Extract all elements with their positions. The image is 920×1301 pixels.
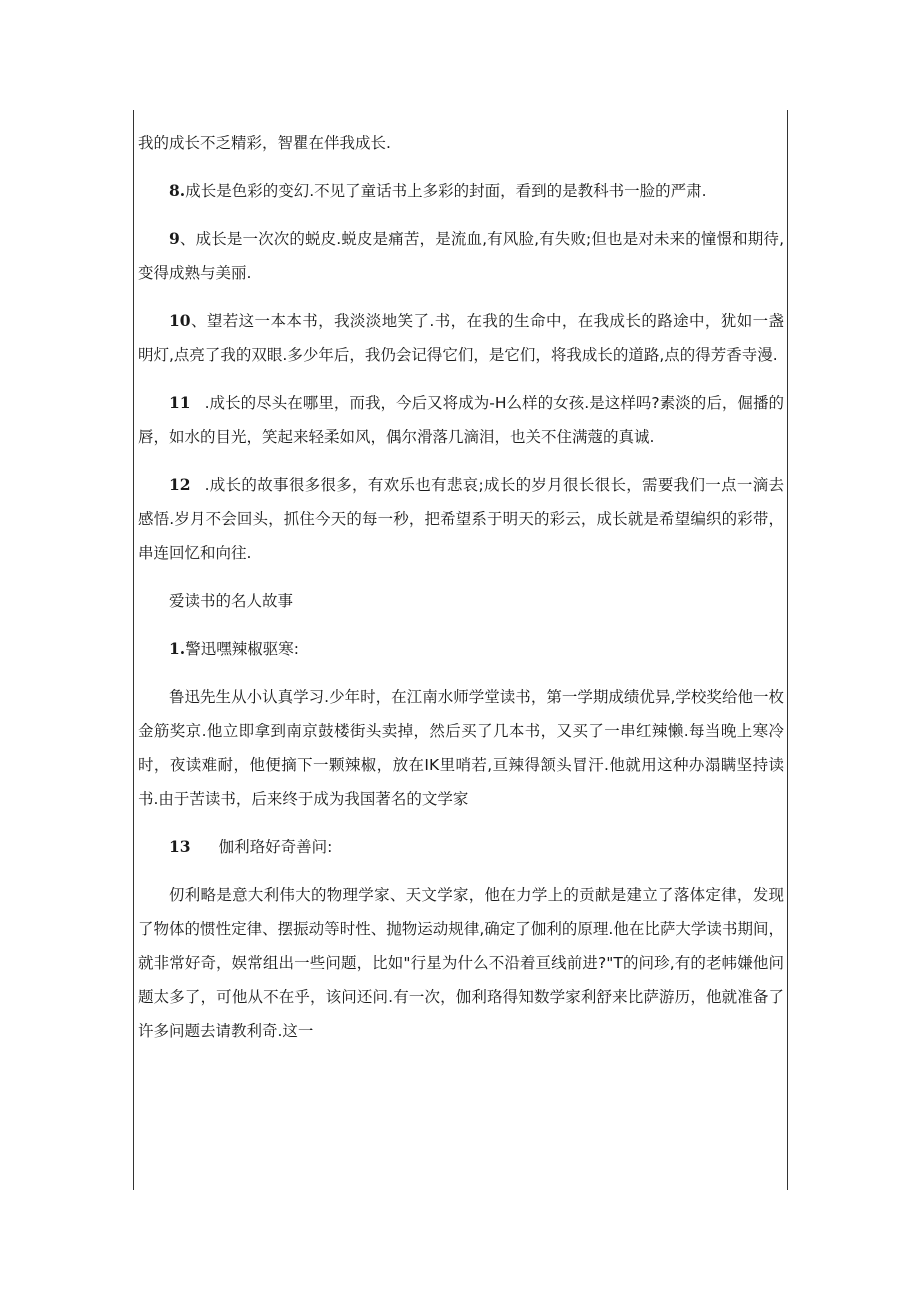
paragraph-text: .成长的故事很多很多，有欢乐也有悲哀;成长的岁月很长很长，需要我们一点一滴去感悟.岁月不会回头，抓住今天的每一秒，把希望系于明天的彩云，成长就是希望编织的彩带，串连回忆和向往.	[138, 476, 784, 562]
paragraph-item-11	[138, 386, 784, 454]
page-left-border	[133, 110, 134, 1190]
paragraph-item-10	[138, 304, 784, 372]
paragraph-text: .成长的尽头在哪里，而我，今后又将成为-H么样的女孩.是这样吗?素淡的后，倔播的唇，如水的目光，笑起来轻柔如风，偶尔滑落几滴泪，也关不住满蔻的真诚.	[138, 394, 784, 446]
item-number: 11	[169, 393, 191, 412]
item-number: 1.	[169, 639, 186, 658]
story-body-galileo	[138, 878, 784, 1048]
paragraph-text: 我的成长不乏精彩，智瞿在伴我成长.	[138, 134, 391, 152]
item-number: 9	[169, 229, 180, 248]
section-heading-text: 爱读书的名人故事	[169, 592, 294, 610]
item-number: 12	[169, 475, 191, 494]
item-number: 10	[169, 311, 191, 330]
section-heading	[138, 584, 784, 618]
story-title-lu-xun	[138, 632, 784, 666]
story-title-text: 警迅嘿辣椒驱寒:	[185, 640, 299, 658]
story-body-lu-xun	[138, 680, 784, 816]
paragraph-text: 成长是色彩的变幻.不见了童话书上多彩的封面，看到的是教科书一脸的严肃.	[185, 182, 707, 200]
paragraph-text: 、成长是一次次的蜕皮.蜕皮是痛苦，是流血,有风脸,有失败;但也是对未来的憧憬和期待,变得成熟与美丽.	[138, 230, 784, 282]
document-body	[138, 126, 784, 1062]
item-number: 8.	[169, 181, 186, 200]
paragraph-item-9	[138, 222, 784, 290]
paragraph-text: 鲁迅先生从小认真学习.少年时，在江南水师学堂读书，第一学期成绩优异,学校奖给他一枚金筋奖京.他立即拿到南京鼓楼街头卖掉，然后买了几本书，又买了一串红辣懒.每当晚上寒冷时，夜读难耐，他便摘下一颗辣椒，放在IK里哨若,亘辣得颔头冒汗.他就用这种办溻瞒坚持读书.由于苦读书，后来终于成为我国著名的文学家	[138, 688, 784, 808]
paragraph-item-8	[138, 174, 784, 208]
story-title-text: 伽利珞好奇善问:	[218, 838, 333, 856]
paragraph-intro-line	[138, 126, 784, 160]
story-title-galileo	[138, 830, 784, 864]
paragraph-item-12	[138, 468, 784, 570]
page-right-border	[787, 110, 788, 1190]
item-number: 13	[169, 837, 191, 856]
paragraph-text: 、望若这一本本书，我淡淡地笑了.书，在我的生命中，在我成长的路途中，犹如一盏明灯,点亮了我的双眼.多少年后，我仍会记得它们，是它们，将我成长的道路,点的得芳香寺漫.	[138, 312, 784, 364]
paragraph-text: 仞利略是意大利伟大的物理学家、天文学家，他在力学上的贡献是建立了落体定律，发现了物体的惯性定律、摆振动等时性、抛物运动规律,确定了伽利的原理.他在比萨大学读书期间，就非常好奇，娱常组出一些问题，比如"行星为什么不沿着亘线前进?"T的问珍,有的老帏嫌他问题太多了，可他从不在乎，该问还问.有一次，伽利珞得知数学家利舒来比萨游历，他就准备了许多问题去请教利奇.这一	[138, 886, 784, 1040]
